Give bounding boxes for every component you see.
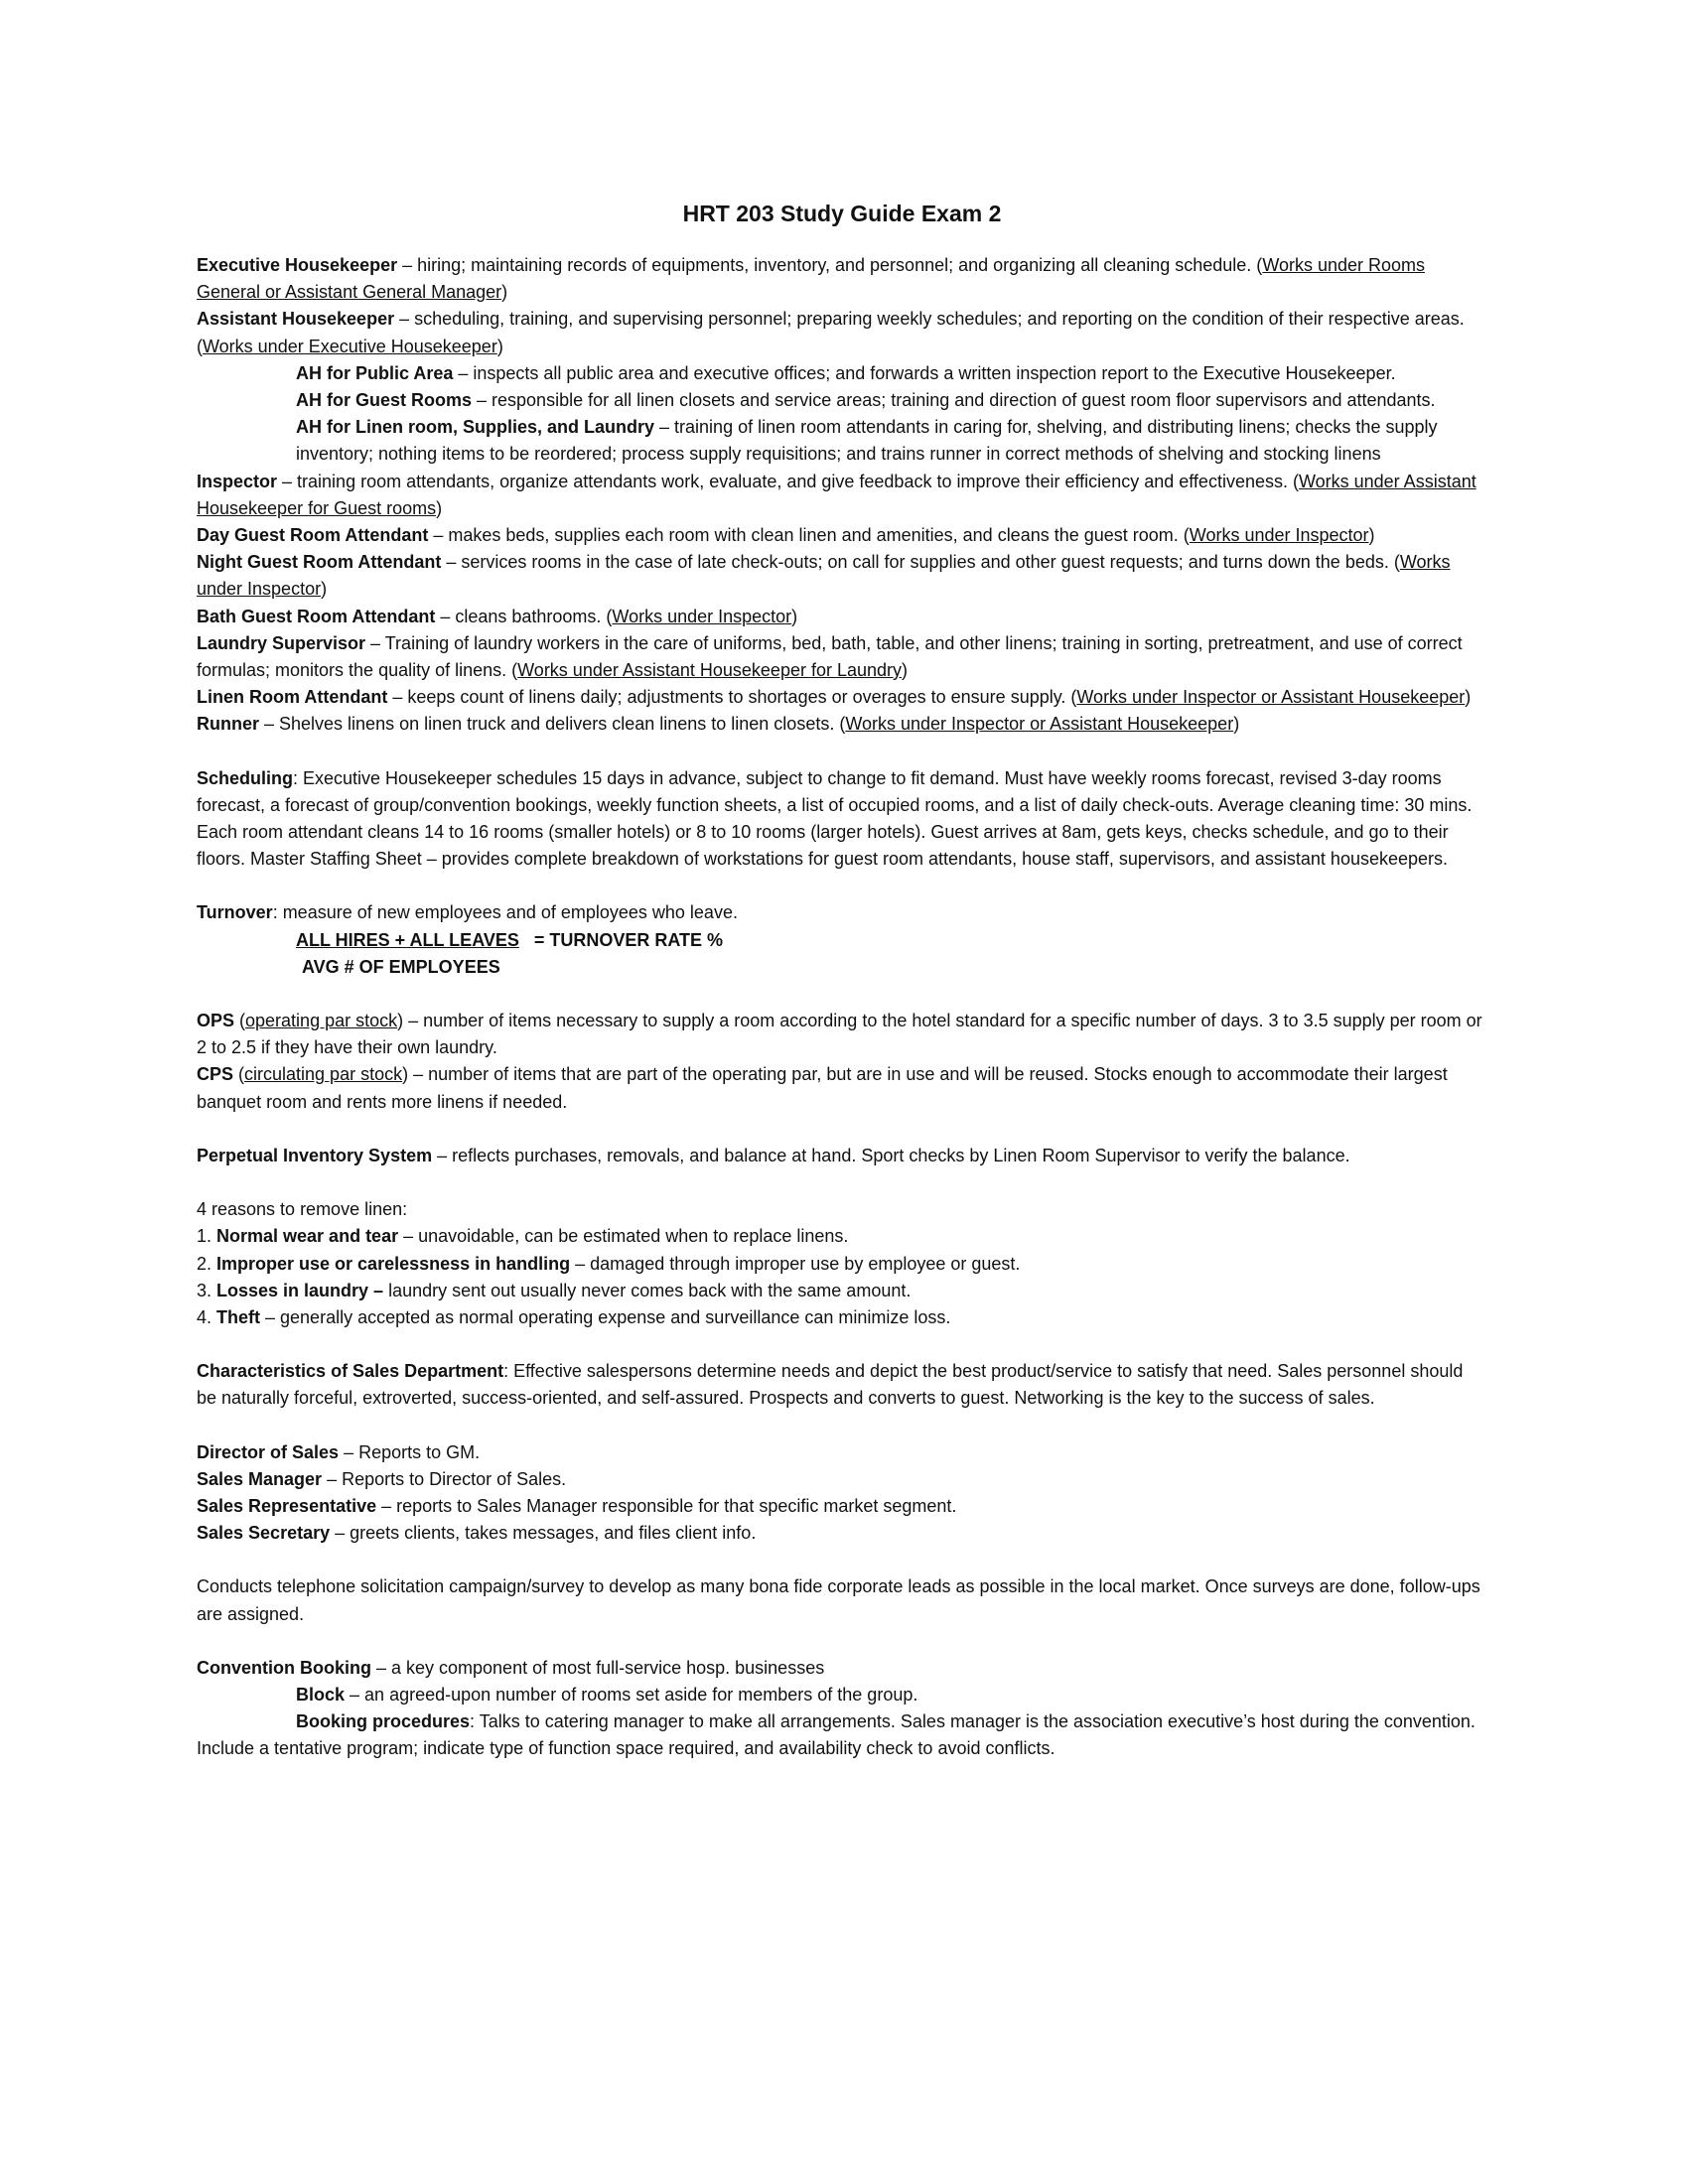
sales-department-paragraph: Characteristics of Sales Department: Effective salespersons determine needs and depict the best product/service to satisfy that need. Sales personnel should be naturally forceful, extroverted, success-oriented, and self-assured. Prospects and converts to guest. Networking is the key to the success of sales. [197, 1361, 1464, 1409]
spacer [197, 873, 1487, 899]
spacer [197, 1169, 1487, 1196]
convention-block-line: Block – an agreed-upon number of rooms set aside for members of the group. [296, 1684, 918, 1705]
reports-to-note: Works under Assistant Housekeeper for Laundry [517, 660, 903, 681]
role-bath-guest-room-attendant: Bath Guest Room Attendant – cleans bathrooms. (Works under Inspector) [197, 606, 798, 626]
reports-to-note: Works under Inspector or Assistant Housekeeper [845, 714, 1234, 735]
subrole-linen-room: AH for Linen room, Supplies, and Laundry – training of linen room attendants in caring for, shelving, and distributing linens; checks the supply inventory; nothing items to be reordered; process supply requisitions; and trains runner in correct methods of shelving and stocking linens [296, 417, 1438, 465]
list-item: 4. Theft – generally accepted as normal operating expense and surveillance can minimize loss. [197, 1306, 951, 1327]
list-item: 3. Losses in laundry – laundry sent out usually never comes back with the same amount. [197, 1280, 912, 1300]
role-executive-housekeeper: Executive Housekeeper – hiring; maintaining records of equipments, inventory, and personnel; and organizing all cleaning schedule. (Works under Rooms General or Assistant General Manager) [197, 255, 1426, 303]
scheduling-paragraph: Scheduling: Executive Housekeeper schedules 15 days in advance, subject to change to fit demand. Must have weekly rooms forecast, revised 3-day rooms forecast, a forecast of group/convention bookings, weekly function sheets, a list of occupied rooms, and a list of daily check-outs. Average cleaning time: 30 mins. Each room attendant cleans 14 to 16 rooms (smaller hotels) or 8 to 10 rooms (larger hotels). Guest arrives at 8am, gets keys, checks schedule, and go to their floors. Master Staffing Sheet – provides complete breakdown of workstations for guest room attendants, house staff, supervisors, and assistant housekeepers. [197, 767, 1473, 870]
role-runner: Runner – Shelves linens on linen truck and delivers clean linens to linen closets. (Works under Inspector or Assistant Housekeeper) [197, 714, 1240, 735]
reports-to-note: Works under Assistant Housekeeper for Guest rooms [197, 471, 1477, 518]
role-day-guest-room-attendant: Day Guest Room Attendant – makes beds, supplies each room with clean linen and amenities, and cleans the guest room. (Works under Inspector) [197, 525, 1375, 546]
spacer [197, 1413, 1487, 1439]
turnover-paragraph: Turnover: measure of new employees and of employees who leave. [197, 902, 738, 923]
perpetual-inventory-paragraph: Perpetual Inventory System – reflects purchases, removals, and balance at hand. Sport checks by Linen Room Supervisor to verify the balance. [197, 1145, 1350, 1165]
role-inspector: Inspector – training room attendants, organize attendants work, evaluate, and give feedback to improve their efficiency and effectiveness. (Works under Assistant Housekeeper for Guest rooms) [197, 471, 1477, 518]
list-item: 2. Improper use or carelessness in handling – damaged through improper use by employee or guest. [197, 1253, 1021, 1274]
role-night-guest-room-attendant: Night Guest Room Attendant – services rooms in the case of late check-outs; on call for supplies and other guest requests; and turns down the beds. (Works under Inspector) [197, 552, 1451, 600]
reports-to-note: Works under Rooms General or Assistant General Manager [197, 255, 1426, 303]
ops-paragraph: OPS (operating par stock) – number of items necessary to supply a room according to the hotel standard for a specific number of days. 3 to 3.5 supply per room or 2 to 2.5 if they have their own laundry. [197, 1011, 1482, 1058]
page-title: HRT 203 Study Guide Exam 2 [682, 201, 1002, 226]
role-sales-secretary: Sales Secretary – greets clients, takes messages, and files client info. [197, 1523, 757, 1544]
list-item: 1. Normal wear and tear – unavoidable, can be estimated when to replace linens. [197, 1226, 849, 1247]
spacer [197, 1116, 1487, 1143]
spacer [197, 1547, 1487, 1573]
spacer [197, 1628, 1487, 1655]
spacer [197, 1331, 1487, 1358]
linen-reasons-intro: 4 reasons to remove linen: [197, 1199, 408, 1220]
reports-to-note: Works under Inspector [1189, 525, 1369, 546]
role-sales-manager: Sales Manager – Reports to Director of Sales. [197, 1468, 567, 1489]
cps-paragraph: CPS (circulating par stock) – number of items that are part of the operating par, but are in use and will be reused. Stocks enough to accommodate their largest banquet room and rents more linens if needed. [197, 1064, 1448, 1112]
reports-to-note: Works under Executive Housekeeper [203, 336, 497, 356]
reports-to-note: Works under Inspector [612, 606, 792, 626]
convention-booking-paragraph: Convention Booking – a key component of most full-service hosp. businesses [197, 1657, 825, 1678]
subrole-guest-rooms: AH for Guest Rooms – responsible for all linen closets and service areas; training and direction of guest room floor supervisors and attendants. [296, 390, 1436, 411]
role-laundry-supervisor: Laundry Supervisor – Training of laundry workers in the care of uniforms, bed, bath, table, and other linens; training in sorting, pretreatment, and use of correct formulas; monitors the quality of linens. (Works under Assistant Housekeeper for Laundry) [197, 632, 1463, 681]
booking-procedures-paragraph: Booking procedures: Talks to catering manager to make all arrangements. Sales manager is the association executive’s host during the convention. Include a tentative program; indicate type of function space required, and availability check to avoid conflicts. [197, 1711, 1476, 1759]
reports-to-note: Works under Inspector or Assistant Housekeeper [1076, 687, 1466, 708]
turnover-formula-denominator: AVG # OF EMPLOYEES [302, 956, 500, 977]
role-assistant-housekeeper: Assistant Housekeeper – scheduling, training, and supervising personnel; preparing weekly schedules; and reporting on the condition of their respective areas. (Works under Executive Housekeeper) [197, 309, 1465, 356]
turnover-formula-numerator: ALL HIRES + ALL LEAVES = TURNOVER RATE % [296, 929, 724, 950]
reports-to-note: Works under Inspector [197, 552, 1451, 600]
role-linen-room-attendant: Linen Room Attendant – keeps count of linens daily; adjustments to shortages or overages to ensure supply. (Works under Inspector or Assistant Housekeeper) [197, 687, 1472, 708]
role-director-of-sales: Director of Sales – Reports to GM. [197, 1441, 481, 1462]
document-page [197, 197, 1487, 1763]
subrole-public-area: AH for Public Area – inspects all public area and executive offices; and forwards a written inspection report to the Executive Housekeeper. [296, 362, 1396, 383]
spacer [197, 739, 1487, 765]
spacer [197, 981, 1487, 1008]
solicitation-paragraph: Conducts telephone solicitation campaign/survey to develop as many bona fide corporate leads as possible in the local market. Once surveys are done, follow-ups are assigned. [197, 1576, 1480, 1624]
role-sales-representative: Sales Representative – reports to Sales Manager responsible for that specific market segment. [197, 1495, 957, 1516]
